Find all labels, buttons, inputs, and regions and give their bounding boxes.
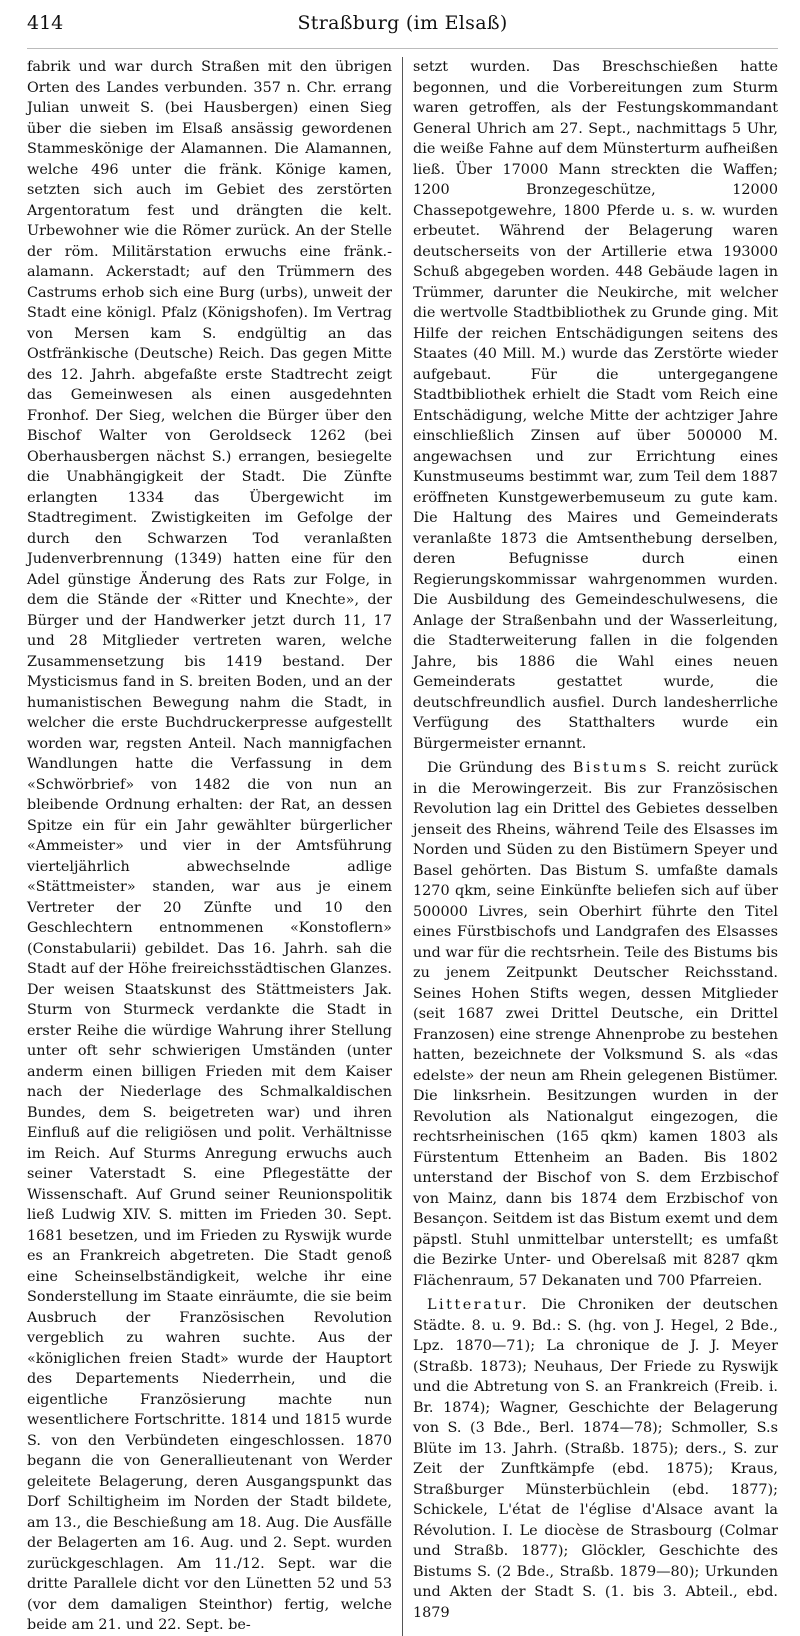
literature-text: Die Chroniken der deutschen Städte. 8. u. 9. Bd.: S. (hg. von J. Hegel, 2 Bde., Lpz. 1870—71); La chronique de J. J. Meyer (Straßb. 1873); Neuhaus, Der Friede zu Ryswijk und die Abtretung von S. an Frankreich (Freib. i. Br. 1874); Wagner, Geschichte der Belagerung von S. (3 Bde., Berl. 1874—78); Schmoller, S.s Blüte im 13. Jahrh. (Straßb. 1875); ders., S. zur Zeit der Zunftkämpfe (ebd. 1875); Kraus, Straßburger Münsterbüchlein (ebd. 1877); Schickele, L'état de l'église d'Alsace avant la Révolution. I. Le diocèse de Strasbourg (Colmar und Straßb. 1877); Glöckler, Geschichte des Bistums S. (2 Bde., Straßb. 1879—80); Urkunden und Akten der Stadt S. (1. bis 3. Abteil., ebd. 1879 bbox=[413, 1297, 778, 1621]
running-head: Straßburg (im Elsaß) bbox=[297, 12, 508, 34]
history-paragraph-continued: setzt wurden. Das Breschschießen hatte begonnen, und die Vorbereitungen zum Sturm waren getroffen, als der Festungskommandant General Uhrich am 27. Sept., nachmittags 5 Uhr, die weiße Fahne auf dem Münsterturm aufheißen ließ. Über 17000 Mann streckten die Waffen; 1200 Bronzegeschütze, 12000 Chassepotgewehre, 1800 Pferde u. s. w. wurden erbeutet. Während der Belagerung waren deutscherseits von der Artillerie etwa 193000 Schuß abgegeben worden. 448 Gebäude lagen in Trümmer, darunter die Neukirche, mit welcher die wertvolle Stadtbibliothek zu Grunde ging. Mit Hilfe der reichen Entschädigungen seitens des Staates (40 Mill. M.) wurde das Zerstörte wieder aufgebaut. Für die untergegangene Stadtbibliothek erhielt die Stadt vom Reich eine Entschädigung, welche Mitte der achtziger Jahre einschließlich Zinsen auf über 500000 M. angewachsen und zur Errichtung eines Kunstmuseums bestimmt war, zum Teil dem 1887 eröffneten Kunstgewerbemuseum zu gute kam. Die Haltung des Maires und Gemeinderats veranlaßte 1873 die Amtsenthebung derselben, deren Befugnisse durch einen Regierungskommissar wahrgenommen wurden. Die Ausbildung des Gemeindeschulwesens, die Anlage der Straßenbahn und der Wasserleitung, die Stadterweiterung fallen in die folgenden Jahre, bis 1886 die Wahl eines neuen Gemeinderats gestattet wurde, die deutschfreundlich ausfiel. Durch landesherrliche Verfügung des Statthalters wurde ein Bürgermeister ernannt. bbox=[413, 59, 778, 752]
literature-term: Litteratur. bbox=[427, 1297, 530, 1313]
bistum-term: Bistums bbox=[572, 760, 649, 776]
right-column bbox=[402, 57, 778, 1636]
history-paragraph: fabrik und war durch Straßen mit den übrigen Orten des Landes verbunden. 357 n. Chr. errang Julian unweit S. (bei Hausbergen) einen Sieg über die sieben im Elsaß ansässig gewordenen Stammeskönige der Alamannen. Die Alamannen, welche 496 unter die fränk. Könige kamen, setzten sich auch im Gebiet des zerstörten Argentoratum fest und drängten die kelt. Urbewohner wie die Römer zurück. An der Stelle der röm. Militärstation erwuchs eine fränk.-alamann. Ackerstadt; auf den Trümmern des Castrums erhob sich eine Burg (urbs), unweit der Stadt eine königl. Pfalz (Königshofen). Im Vertrag von Mersen kam S. endgültig an das Ostfränkische (Deutsche) Reich. Das gegen Mitte des 12. Jahrh. abgefaßte erste Stadtrecht zeigt das Gemeinwesen als einen ausgedehnten Fronhof. Der Sieg, welchen die Bürger über den Bischof Walter von Geroldseck 1262 (bei Oberhausbergen nächst S.) errangen, besiegelte die Unabhängigkeit der Stadt. Die Zünfte erlangten 1334 das Übergewicht im Stadtregiment. Zwistigkeiten im Gefolge der durch den Schwarzen Tod veranlaßten Judenverbrennung (1349) hatten eine für den Adel günstige Änderung des Rats zur Folge, in dem die Stände der «Ritter und Knechte», der Bürger und der Handwerker jetzt durch 11, 17 und 28 Mitglieder vertreten waren, welche Zusammensetzung bis 1419 bestand. Der Mysticismus fand in S. breiten Boden, und an der humanistischen Bewegung nahm die Stadt, in welcher die erste Buchdruckerpresse aufgestellt worden war, regsten Anteil. Nach mannigfachen Wandlungen hatte die Verfassung in dem «Schwörbrief» von 1482 die von nun an bleibende Ordnung erhalten: der Rat, an dessen Spitze ein für ein Jahr gewählter bürgerlicher «Ammeister» und vier in der Amtsführung vierteljährlich abwechselnde adlige «Stättmeister» standen, war aus je einem Vertreter der 20 Zünfte und 10 den Geschlechtern entnommenen «Konstoflern» (Constabularii) gebildet. Das 16. Jahrh. sah die Stadt auf der Höhe freireichsstädtischen Glanzes. Der weisen Staatskunst des Stättmeisters Jak. Sturm von Sturmeck verdankte die Stadt in erster Reihe die würdige Wahrung ihrer Stellung unter oft sehr schwierigen Umständen (unter anderm einen billigen Frieden mit dem Kaiser nach der Niederlage des Schmalkaldischen Bundes, dem S. beigetreten war) und ihren Einfluß auf die religiösen und polit. Verhältnisse im Reich. Auf Sturms Anregung erwuchs auch seiner Vaterstadt S. eine Pflegestätte der Wissenschaft. Auf Grund seiner Reunionspolitik ließ Ludwig XIV. S. mitten im Frieden 30. Sept. 1681 besetzen, und im Frieden zu Ryswijk wurde es an Frankreich abgetreten. Die Stadt genoß eine Scheinselbständigkeit, welche ihr eine Sonderstellung im Staate einräumte, die sie beim Ausbruch der Französischen Revolution vergeblich zu wahren suchte. Aus der «königlichen freien Stadt» wurde der Hauptort des Departements Niederrhein, und die eigentliche Französierung machte nun wesentlichere Fortschritte. 1814 und 1815 wurde S. von den Verbündeten eingeschlossen. 1870 begann die von Generallieutenant von Werder geleitete Belagerung, deren Ausgangspunkt das Dorf Schiltigheim im Norden der Stadt bildete, am 13., die Beschießung am 18. Aug. Die Ausfälle der Belagerten am 16. Aug. und 2. Sept. wurden zurückgeschlagen. Am 11./12. Sept. war die dritte Parallele dicht vor den Lünetten 52 und 53 (vor dem damaligen Steinthor) fertig, welche beide am 21. und 22. Sept. be- bbox=[27, 59, 392, 1633]
literature-paragraph bbox=[413, 1295, 778, 1623]
bistum-paragraph bbox=[413, 758, 778, 1291]
bistum-lead: Die Gründung des bbox=[427, 760, 573, 776]
page-header bbox=[27, 8, 778, 49]
text-columns bbox=[27, 57, 778, 1636]
left-column bbox=[27, 57, 402, 1636]
page-number: 414 bbox=[27, 12, 64, 34]
bistum-text: S. reicht zurück in die Merowingerzeit. Bis zur Französischen Revolution lag ein Drittel des Gebietes desselben jenseit des Rheins, während Teile des Elsasses im Norden und Süden zu den Bistümern Speyer und Basel gehörten. Das Bistum S. umfaßte damals 1270 qkm, seine Einkünfte beliefen sich auf über 500000 Livres, sein Oberhirt führte den Titel eines Fürstbischofs und Landgrafen des Elsasses und war für die rechtsrhein. Teile des Bistums bis zu jenem Zeitpunkt Deutscher Reichsstand. Seines Hohen Stifts wegen, dessen Mitglieder (seit 1687 zwei Drittel Deutsche, ein Drittel Franzosen) eine strenge Ahnenprobe zu bestehen hatten, bezeichnete der Volksmund S. als «das edelste» der neun am Rhein gelegenen Bistümer. Die linksrhein. Besitzungen wurden in der Revolution als Nationalgut eingezogen, die rechtsrheinischen (165 qkm) kamen 1803 als Fürstentum Ettenheim an Baden. Bis 1802 unterstand der Bischof von S. dem Erzbischof von Mainz, dann bis 1874 dem Erzbischof von Besançon. Seitdem ist das Bistum exemt und dem päpstl. Stuhl unmittelbar unterstellt; es umfaßt die Bezirke Unter- und Oberelsaß mit 8287 qkm Flächenraum, 57 Dekanaten und 700 Pfarreien. bbox=[413, 760, 778, 1289]
